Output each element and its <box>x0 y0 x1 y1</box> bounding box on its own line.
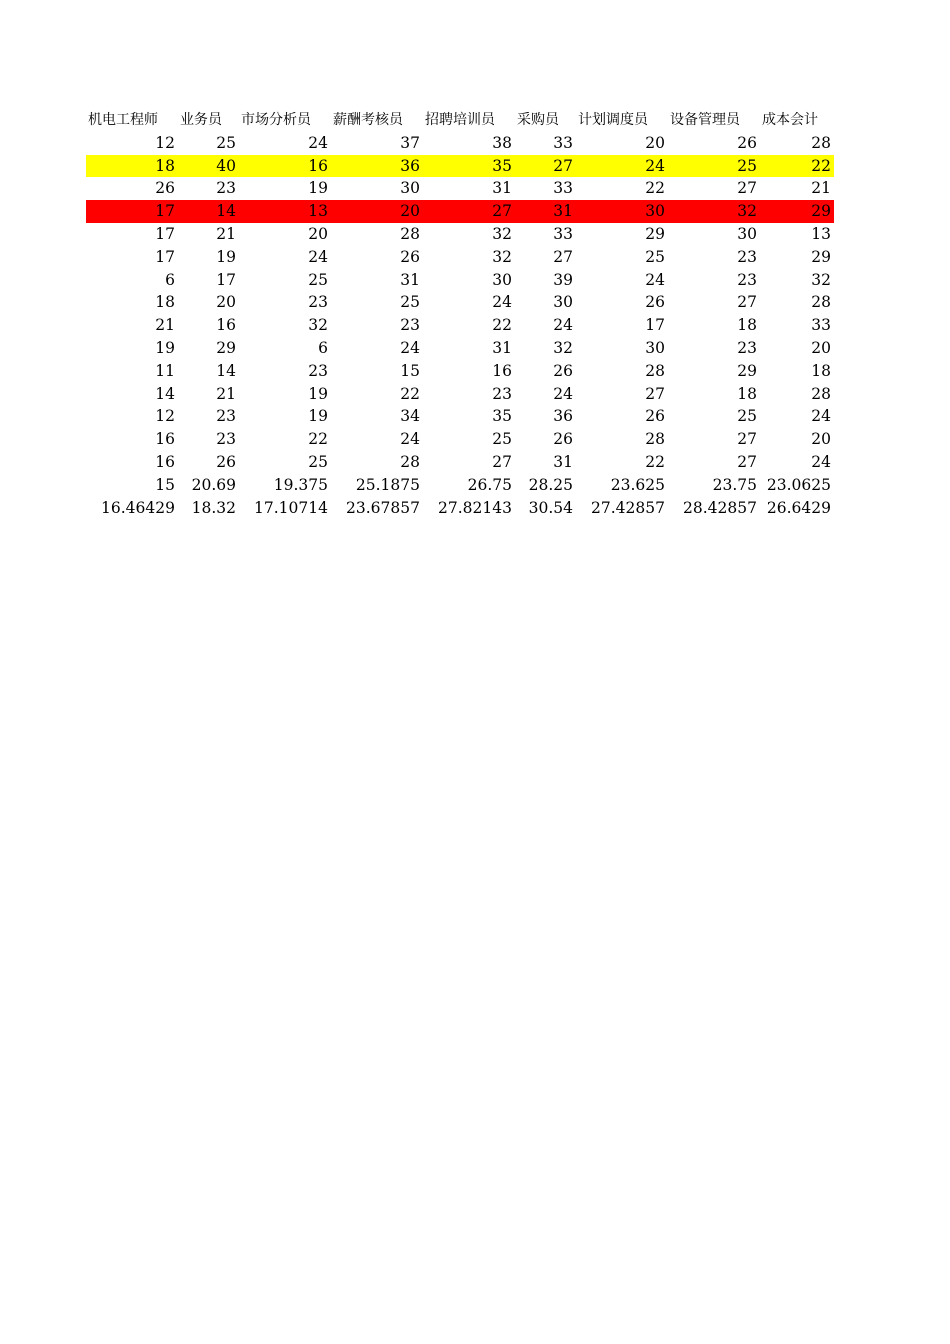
header-cell: 业务员 <box>180 112 222 128</box>
table-cell: 20 <box>308 224 328 243</box>
table-cell: 17 <box>155 224 175 243</box>
table-row <box>86 246 834 269</box>
table-cell: 20 <box>216 293 236 312</box>
table-cell: 26.6429 <box>766 498 831 517</box>
table-row <box>86 383 834 406</box>
table-cell: 33 <box>553 133 573 152</box>
table-cell: 40 <box>178 155 239 178</box>
table-cell: 18.32 <box>191 498 236 517</box>
table-cell: 27 <box>737 293 757 312</box>
table-row <box>86 428 834 451</box>
table-cell: 28 <box>400 452 420 471</box>
table-cell: 17 <box>645 316 665 335</box>
table-cell: 14 <box>155 384 175 403</box>
table-cell: 19 <box>216 247 236 266</box>
table-cell: 32 <box>308 316 328 335</box>
table-cell: 19 <box>308 179 328 198</box>
table-cell: 28 <box>811 293 831 312</box>
table-cell: 34 <box>400 407 420 426</box>
table-cell: 27 <box>492 452 512 471</box>
table-cell: 21 <box>811 179 831 198</box>
table-cell: 29 <box>811 247 831 266</box>
table-cell: 26 <box>553 361 573 380</box>
table-cell: 35 <box>492 407 512 426</box>
table-cell: 25 <box>308 270 328 289</box>
table-row <box>86 132 834 155</box>
table-cell: 21 <box>155 316 175 335</box>
table-cell: 23 <box>216 179 236 198</box>
table-cell: 36 <box>331 155 423 178</box>
table-cell: 21 <box>216 384 236 403</box>
table-cell: 15 <box>155 475 175 494</box>
table-cell: 29 <box>737 361 757 380</box>
table-cell: 23.625 <box>610 475 665 494</box>
table-cell: 27 <box>737 179 757 198</box>
table-cell: 16 <box>155 430 175 449</box>
table-cell: 28 <box>811 384 831 403</box>
table-cell: 23 <box>308 293 328 312</box>
table-cell: 26.75 <box>467 475 512 494</box>
table-cell: 23 <box>492 384 512 403</box>
table-row <box>86 497 834 520</box>
table-cell: 27.82143 <box>438 498 512 517</box>
table-cell: 28 <box>645 361 665 380</box>
header-cell: 计划调度员 <box>578 112 648 128</box>
table-cell: 27 <box>423 200 515 223</box>
table-cell: 22 <box>760 155 834 178</box>
table-cell: 20 <box>645 133 665 152</box>
table-cell: 28.42857 <box>683 498 757 517</box>
header-cell: 成本会计 <box>762 112 818 128</box>
table-cell: 23 <box>737 338 757 357</box>
table-row <box>86 177 834 200</box>
table-cell: 18 <box>737 384 757 403</box>
table-cell: 27 <box>553 247 573 266</box>
table-cell: 25 <box>492 430 512 449</box>
table-body <box>86 132 834 520</box>
table-cell: 25 <box>737 407 757 426</box>
table-row <box>86 200 834 223</box>
table-cell: 26 <box>645 407 665 426</box>
table-cell: 17 <box>86 200 178 223</box>
table-cell: 27.42857 <box>591 498 665 517</box>
table-cell: 36 <box>553 407 573 426</box>
table-cell: 27 <box>645 384 665 403</box>
table-cell: 30 <box>492 270 512 289</box>
table-cell: 29 <box>216 338 236 357</box>
table-cell: 31 <box>492 179 512 198</box>
table-cell: 22 <box>308 430 328 449</box>
table-cell: 22 <box>645 452 665 471</box>
table-cell: 16 <box>155 452 175 471</box>
table-cell: 39 <box>553 270 573 289</box>
table-row <box>86 474 834 497</box>
table-cell: 20 <box>811 338 831 357</box>
table-row <box>86 451 834 474</box>
table-cell: 22 <box>492 316 512 335</box>
table-cell: 16 <box>216 316 236 335</box>
table-cell: 27 <box>515 155 576 178</box>
table-cell: 19 <box>308 407 328 426</box>
table-cell: 24 <box>576 155 668 178</box>
table-cell: 31 <box>400 270 420 289</box>
table-cell: 19 <box>308 384 328 403</box>
table-cell: 30 <box>576 200 668 223</box>
table-cell: 18 <box>737 316 757 335</box>
table-cell: 20 <box>331 200 423 223</box>
table-cell: 16.46429 <box>101 498 175 517</box>
table-cell: 22 <box>400 384 420 403</box>
table-cell: 30 <box>553 293 573 312</box>
table-row <box>86 291 834 314</box>
table-cell: 30 <box>645 338 665 357</box>
table-cell: 35 <box>423 155 515 178</box>
table-cell: 31 <box>492 338 512 357</box>
table-cell: 32 <box>492 247 512 266</box>
table-row <box>86 405 834 428</box>
table-cell: 17.10714 <box>254 498 328 517</box>
table-cell: 12 <box>155 133 175 152</box>
table-row <box>86 223 834 246</box>
table-cell: 32 <box>553 338 573 357</box>
header-row <box>86 109 834 132</box>
header-cell: 薪酬考核员 <box>333 112 403 128</box>
table-cell: 23.0625 <box>766 475 831 494</box>
table-cell: 26 <box>400 247 420 266</box>
table-cell: 28 <box>811 133 831 152</box>
table-cell: 17 <box>155 247 175 266</box>
header-cell: 设备管理员 <box>670 112 740 128</box>
table-cell: 30 <box>400 179 420 198</box>
table-cell: 27 <box>737 452 757 471</box>
header-cell: 招聘培训员 <box>425 112 495 128</box>
table-cell: 11 <box>155 361 175 380</box>
table-cell: 23 <box>308 361 328 380</box>
table-cell: 25.1875 <box>355 475 420 494</box>
header-cell: 市场分析员 <box>241 112 311 128</box>
table-cell: 23 <box>216 430 236 449</box>
table-cell: 19 <box>155 338 175 357</box>
table-cell: 24 <box>308 133 328 152</box>
table-cell: 23 <box>737 247 757 266</box>
table-cell: 27 <box>737 430 757 449</box>
table-row <box>86 314 834 337</box>
table-cell: 28 <box>400 224 420 243</box>
table-cell: 32 <box>811 270 831 289</box>
table-row <box>86 269 834 292</box>
table-cell: 24 <box>553 316 573 335</box>
header-cell: 机电工程师 <box>88 112 158 128</box>
table-cell: 24 <box>308 247 328 266</box>
table-cell: 25 <box>216 133 236 152</box>
table-cell: 16 <box>239 155 331 178</box>
table-cell: 14 <box>216 361 236 380</box>
table-cell: 20 <box>811 430 831 449</box>
table-cell: 6 <box>165 270 175 289</box>
table-cell: 24 <box>811 452 831 471</box>
table-cell: 13 <box>811 224 831 243</box>
table-cell: 15 <box>400 361 420 380</box>
table-cell: 20.69 <box>191 475 236 494</box>
table-row <box>86 337 834 360</box>
table-cell: 29 <box>645 224 665 243</box>
table-cell: 30 <box>737 224 757 243</box>
table-cell: 6 <box>318 338 328 357</box>
table-cell: 25 <box>668 155 760 178</box>
table-cell: 31 <box>515 200 576 223</box>
table-cell: 25 <box>400 293 420 312</box>
table-cell: 14 <box>178 200 239 223</box>
table-cell: 24 <box>645 270 665 289</box>
table-cell: 32 <box>492 224 512 243</box>
table-cell: 30.54 <box>528 498 573 517</box>
table-cell: 32 <box>668 200 760 223</box>
table-cell: 22 <box>645 179 665 198</box>
table-cell: 23 <box>737 270 757 289</box>
table-cell: 23 <box>400 316 420 335</box>
table-cell: 13 <box>239 200 331 223</box>
table-cell: 18 <box>811 361 831 380</box>
table-cell: 23.67857 <box>346 498 420 517</box>
table-cell: 26 <box>645 293 665 312</box>
table-row <box>86 360 834 383</box>
table-cell: 25 <box>645 247 665 266</box>
table-cell: 25 <box>308 452 328 471</box>
table-cell: 28.25 <box>528 475 573 494</box>
table-cell: 38 <box>492 133 512 152</box>
table-cell: 26 <box>737 133 757 152</box>
table-cell: 29 <box>760 200 834 223</box>
table-row <box>86 155 834 178</box>
table-cell: 33 <box>553 224 573 243</box>
table-cell: 26 <box>155 179 175 198</box>
table-cell: 24 <box>400 338 420 357</box>
table-cell: 12 <box>155 407 175 426</box>
table-cell: 19.375 <box>273 475 328 494</box>
header-cell: 采购员 <box>517 112 559 128</box>
table-cell: 33 <box>553 179 573 198</box>
table-cell: 18 <box>155 293 175 312</box>
table-cell: 26 <box>553 430 573 449</box>
table-cell: 37 <box>400 133 420 152</box>
table-cell: 23 <box>216 407 236 426</box>
table-cell: 24 <box>400 430 420 449</box>
table-cell: 17 <box>216 270 236 289</box>
table-cell: 31 <box>553 452 573 471</box>
spreadsheet-table <box>86 109 834 519</box>
table-cell: 21 <box>216 224 236 243</box>
table-cell: 16 <box>492 361 512 380</box>
table-cell: 24 <box>811 407 831 426</box>
table-cell: 26 <box>216 452 236 471</box>
table-cell: 24 <box>492 293 512 312</box>
table-cell: 24 <box>553 384 573 403</box>
table-cell: 18 <box>86 155 178 178</box>
table-cell: 28 <box>645 430 665 449</box>
table-cell: 33 <box>811 316 831 335</box>
table-cell: 23.75 <box>712 475 757 494</box>
